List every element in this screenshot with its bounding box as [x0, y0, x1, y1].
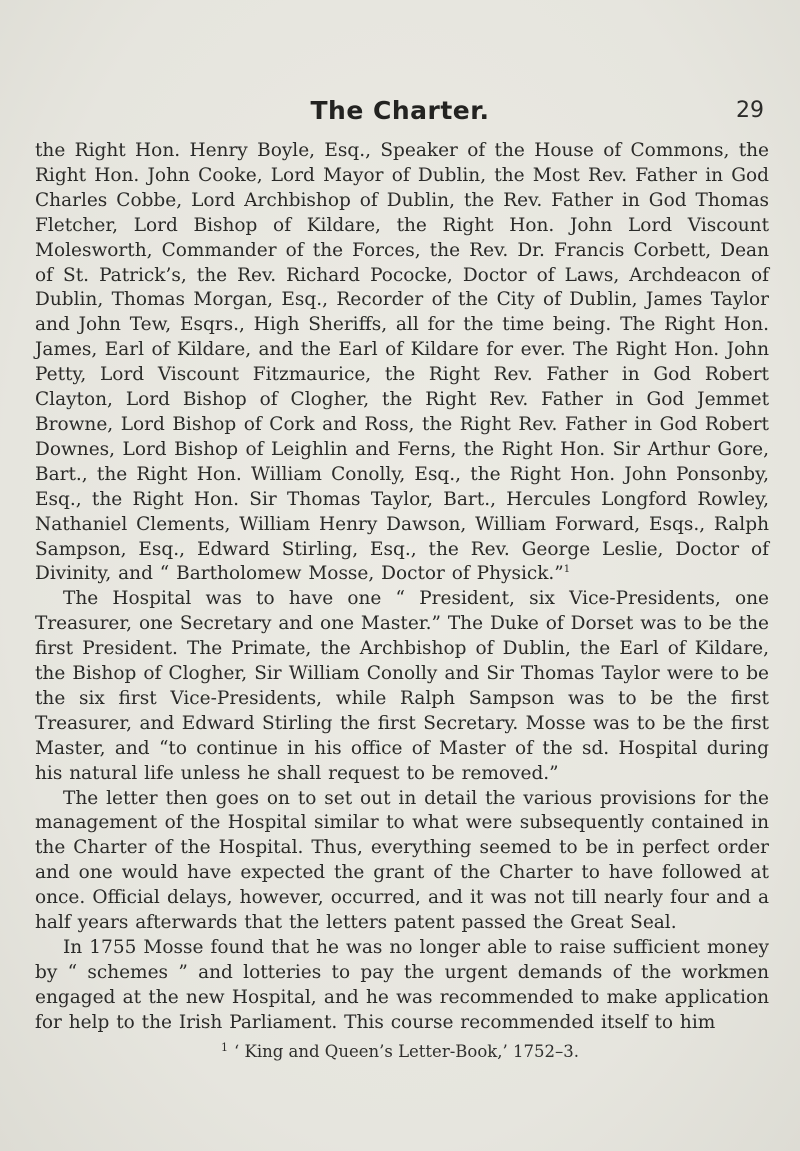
running-head	[0, 96, 800, 136]
paragraph-2: The Hospital was to have one “ President, six Vice-Presidents, one Treasurer, one Secretary and one Master.” The Duke of Dorset was to be the first President. The Primate, the Archbishop of Dublin, the Earl of Kildare, the Bishop of Clogher, Sir William Conolly and Sir Thomas Taylor were to be the six first Vice-Presidents, while Ralph Sampson was to be the first Treasurer, and Edward Stirling the first Secretary. Mosse was to be the first Master, and “to continue in his office of Master of the sd. Hospital during his natural life unless he shall request to be removed.”	[35, 588, 769, 784]
footnote-number: 1	[221, 1040, 228, 1054]
page-number: 29	[736, 98, 764, 123]
paragraph-3: The letter then goes on to set out in detail the various provisions for the management of the Hospital similar to what were subsequently contained in the Charter of the Hospital. Thus, everything seemed to be in perfect order and one would have expected the grant of the Charter to have followed at once. Official delays, however, occurred, and it was not till nearly four and a half years afterwards that the letters patent passed the Great Seal.	[35, 787, 769, 934]
paragraph-1	[35, 139, 769, 587]
paragraph-4: In 1755 Mosse found that he was no longer able to raise sufficient money by “ schemes ” and lotteries to pay the urgent demands of the workmen engaged at the new Hospital, and he was recommended to make application for help to the Irish Parliament. This course recommended itself to him	[35, 937, 769, 1033]
paragraph-1-text: the Right Hon. Henry Boyle, Esq., Speaker of the House of Commons, the Right Hon. John Cooke, Lord Mayor of Dublin, the Most Rev. Father in God Charles Cobbe, Lord Archbishop of Dublin, the Rev. Father in God Thomas Fletcher, Lord Bishop of Kildare, the Right Hon. John Lord Viscount Molesworth, Commander of the Forces, the Rev. Dr. Francis Corbett, Dean of St. Patrick’s, the Rev. Richard Pococke, Doctor of Laws, Archdeacon of Dublin, Thomas Morgan, Esq., Recorder of the City of Dublin, James Taylor and John Tew, Esqrs., High Sheriffs, all for the time being. The Right Hon. James, Earl of Kildare, and the Earl of Kildare for ever. The Right Hon. John Petty, Lord Viscount Fitzmaurice, the Right Rev. Father in God Robert Clayton, Lord Bishop of Clogher, the Right Rev. Father in God Jemmet Browne, Lord Bishop of Cork and Ross, the Right Rev. Father in God Robert Downes, Lord Bishop of Leighlin and Ferns, the Right Hon. Sir Arthur Gore, Bart., the Right Hon. William Conolly, Esq., the Right Hon. John Ponsonby, Esq., the Right Hon. Sir Thomas Taylor, Bart., Hercules Longford Rowley, Nathaniel Clements, William Henry Dawson, William Forward, Esqs., Ralph Sampson, Esq., Edward Stirling, Esq., the Rev. George Leslie, Doctor of Divinity, and “ Bartholomew Mosse, Doctor of Physick.”	[35, 140, 769, 585]
footnote	[0, 1042, 800, 1061]
body-text	[35, 139, 769, 1036]
page-title: The Charter.	[310, 96, 490, 125]
footnote-reference: 1	[563, 564, 571, 576]
footnote-text: ‘ King and Queen’s Letter-Book,’ 1752–3.	[234, 1042, 579, 1061]
